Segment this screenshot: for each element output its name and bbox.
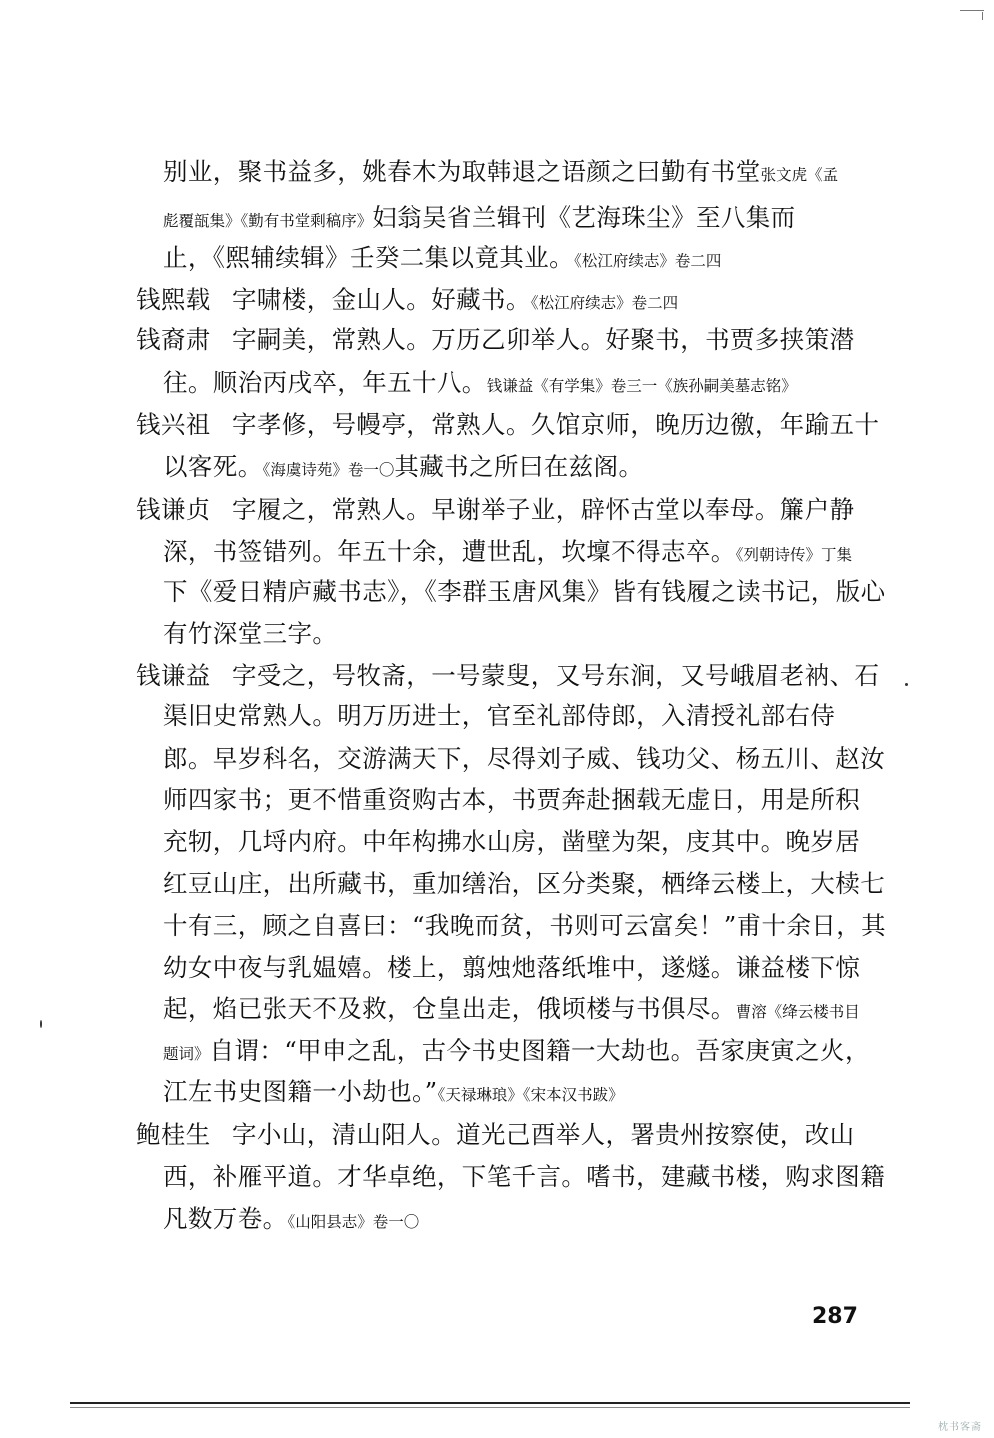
body-text: 字受之，号牧斋，一号蒙叟，又号东涧，又号峨眉老衲、石 (232, 661, 880, 690)
page-number: 287 (812, 1304, 858, 1329)
body-text: 西，补雁平道。才华卓绝，下笔千言。嗜书，建藏书楼，购求图籍 (163, 1162, 886, 1191)
body-text: 深，书签错列。年五十余，遭世乱，坎壈不得志卒。 (163, 537, 736, 566)
text-line (163, 619, 337, 649)
body-text: 红豆山庄，出所藏书，重加缮治，区分类聚，栖绛云楼上，大椟七 (163, 869, 886, 898)
source-note: 张文虎《孟 (760, 166, 839, 184)
bottom-rule-thin (70, 1407, 910, 1408)
scan-speck (905, 683, 908, 686)
text-line (163, 577, 886, 607)
body-text: 字嗣美，常熟人。万历乙卯举人。好聚书，书贾多挟策潜 (232, 325, 855, 354)
body-text: 止，《熙辅续辑》壬癸二集以竟其业。 (163, 243, 575, 272)
entry-line (136, 325, 855, 355)
body-text: 江左书史图籍一小劫也。” (163, 1077, 438, 1106)
body-text: 字孝修，号幔亭，常熟人。久馆京师，晚历边徼，年踰五十 (232, 410, 880, 439)
entry-line (136, 495, 855, 525)
body-text: 渠旧史常熟人。明万历进士，官至礼部侍郎，入清授礼部右侍 (163, 701, 836, 730)
source-note: 曹溶《绛云楼书目 (735, 1003, 860, 1021)
source-note: 《海虞诗苑》卷一〇 (262, 461, 395, 479)
body-text: 凡数万卷。 (163, 1204, 288, 1233)
entry-name: 钱谦益 (136, 661, 211, 690)
source-note: 题词》 (163, 1045, 210, 1063)
body-text: 往。顺治丙戌卒，年五十八。 (163, 368, 487, 397)
text-line (163, 953, 860, 983)
body-text: 有竹深堂三字。 (163, 619, 338, 648)
body-text: 字啸楼，金山人。好藏书。 (232, 285, 531, 314)
watermark: 枕书客斋 (938, 1422, 982, 1433)
body-text: 幼女中夜与乳媪嬉。楼上，翦烛灺落纸堆中，遂燧。谦益楼下惊 (163, 953, 861, 982)
text-line (163, 203, 796, 236)
scan-speck (40, 1020, 42, 1028)
text-line (163, 869, 885, 899)
text-line (163, 157, 838, 190)
text-line (163, 827, 860, 857)
body-text: 字小山，清山阳人。道光己酉举人，署贵州按察使，改山 (232, 1120, 855, 1149)
body-text: 下《爱日精庐藏书志》，《李群玉唐风集》皆有钱履之读书记，版心 (163, 577, 886, 606)
text-line (163, 785, 860, 815)
text-line (163, 994, 860, 1027)
text-line (163, 744, 885, 774)
entry-name: 钱兴祖 (136, 410, 211, 439)
text-line (163, 537, 852, 570)
body-text: 十有三，顾之自喜曰：“我晚而贫，书则可云富矣！”甫十余日，其 (163, 911, 887, 940)
text-line (163, 701, 835, 731)
source-note: 《松江府续志》卷二四 (574, 252, 722, 270)
entry-name: 钱谦贞 (136, 495, 211, 524)
body-text: 妇翁吴省兰辑刊《艺海珠尘》至八集而 (372, 203, 796, 232)
body-text: 以客死。 (163, 452, 263, 481)
body-text: 其藏书之所曰在兹阁。 (394, 452, 644, 481)
source-note: 彪覆瓿集》《勤有书堂剩稿序》 (163, 212, 373, 230)
entry-name: 钱裔肃 (136, 325, 211, 354)
body-text: 起，焰已张天不及救，仓皇出走，俄顷楼与书俱尽。 (163, 994, 736, 1023)
body-text: 别业，聚书益多，姚春木为取韩退之语颜之曰勤有书堂 (163, 157, 761, 186)
source-note: 《列朝诗传》丁集 (735, 546, 852, 564)
source-note: 钱谦益《有学集》卷三一《族孙嗣美墓志铭》 (486, 377, 797, 395)
body-text: 郎。早岁科名，交游满天下，尽得刘子威、钱功父、杨五川、赵汝 (163, 744, 886, 773)
entry-line (136, 1120, 855, 1150)
source-note: 《松江府续志》卷二四 (530, 294, 679, 312)
text-line (163, 1204, 419, 1237)
text-line (163, 452, 643, 485)
text-line (163, 911, 886, 941)
text-line (163, 243, 721, 276)
text-line (163, 1162, 885, 1192)
text-line (163, 368, 797, 401)
entry-name: 鲍桂生 (136, 1120, 211, 1149)
source-note: 《山阳县志》卷一〇 (287, 1213, 420, 1231)
source-note: 《天禄琳琅》《宋本汉书跋》 (437, 1086, 624, 1104)
text-line (163, 1077, 624, 1110)
entry-line (136, 285, 678, 318)
body-text: 师四家书；更不惜重资购古本，书贾奔赴捆载无虚日，用是所积 (163, 785, 861, 814)
body-text: 充牣，几埒内府。中年构拂水山房，凿壁为架，庋其中。晚岁居 (163, 827, 861, 856)
entry-name: 钱熙载 (136, 285, 211, 314)
entry-line (136, 410, 879, 440)
body-text: 自谓：“甲申之乱，古今书史图籍一大劫也。吾家庚寅之火， (209, 1036, 870, 1065)
body-text: 字履之，常熟人。早谢举子业，辟怀古堂以奉母。簾户静 (232, 495, 855, 524)
text-line (163, 1036, 870, 1069)
entry-line (136, 661, 879, 691)
bottom-rule (70, 1402, 910, 1404)
